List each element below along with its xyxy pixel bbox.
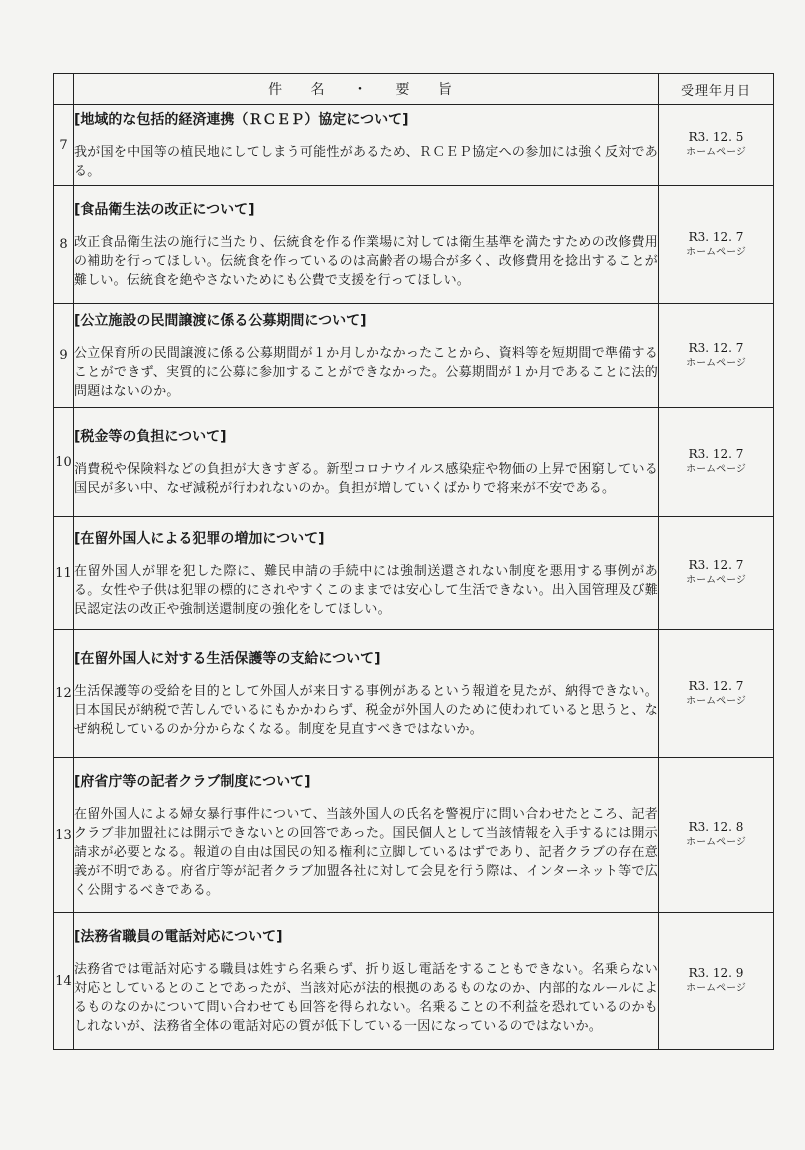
item-number: 13 bbox=[54, 758, 74, 913]
item-source: ホームページ bbox=[686, 464, 746, 475]
item-body bbox=[74, 408, 659, 517]
header-number-cell bbox=[54, 74, 74, 105]
item-title: [府省庁等の記者クラブ制度について] bbox=[74, 773, 311, 790]
item-date: R3. 12. 7 bbox=[688, 229, 744, 244]
item-text: 消費税や保険料などの負担が大きすぎる。新型コロナウイルス感染症や物価の上昇で困窮している国民が多い中、なぜ減税が行われないのか。負担が増していくばかりで将来が不安である。 bbox=[74, 462, 658, 496]
item-date-cell bbox=[659, 630, 774, 758]
item-title: [地域的な包括的経済連携（ＲＣＥＰ）協定について] bbox=[74, 112, 409, 128]
table-row bbox=[54, 913, 774, 1050]
item-date: R3. 12. 5 bbox=[688, 130, 744, 144]
item-title: [税金等の負担について] bbox=[74, 429, 227, 445]
item-date: R3. 12. 7 bbox=[688, 558, 744, 572]
item-date: R3. 12. 7 bbox=[688, 678, 744, 693]
item-date: R3. 12. 7 bbox=[688, 447, 744, 461]
item-body bbox=[74, 105, 659, 186]
item-title: [食品衛生法の改正について] bbox=[74, 202, 255, 218]
item-body bbox=[74, 630, 659, 758]
item-number: 8 bbox=[54, 186, 74, 304]
item-source: ホームページ bbox=[686, 983, 746, 994]
item-date-cell bbox=[659, 105, 774, 186]
item-date: R3. 12. 8 bbox=[688, 820, 744, 834]
item-text: 公立保育所の民間譲渡に係る公募期間が１か月しかなかったことから、資料等を短期間で準備することができず、実質的に公募に参加することができなかった。公募期間が１か月であることに法的問題はないのか。 bbox=[74, 346, 658, 399]
item-body bbox=[74, 517, 659, 630]
item-body bbox=[74, 758, 659, 913]
table-row bbox=[54, 186, 774, 304]
item-date: R3. 12. 7 bbox=[688, 340, 744, 355]
table-row bbox=[54, 517, 774, 630]
item-date-cell bbox=[659, 758, 774, 913]
item-title: [公立施設の民間譲渡に係る公募期間について] bbox=[74, 313, 367, 329]
item-body bbox=[74, 913, 659, 1050]
table-row bbox=[54, 304, 774, 408]
item-date: R3. 12. 9 bbox=[688, 966, 744, 980]
item-body bbox=[74, 186, 659, 304]
table-row bbox=[54, 105, 774, 186]
item-source: ホームページ bbox=[686, 147, 746, 158]
item-source: ホームページ bbox=[686, 575, 746, 586]
item-title: [在留外国人に対する生活保護等の支給について] bbox=[74, 651, 381, 667]
table-header-row bbox=[54, 74, 774, 105]
item-date-cell bbox=[659, 408, 774, 517]
header-date: 受理年月日 bbox=[659, 74, 774, 105]
item-number: 12 bbox=[54, 630, 74, 758]
item-number: 9 bbox=[54, 304, 74, 408]
item-body bbox=[74, 304, 659, 408]
item-title: [在留外国人による犯罪の増加について] bbox=[74, 530, 325, 547]
item-text: 在留外国人が罪を犯した際に、難民申請の手続中には強制送還されない制度を悪用する事例がある。女性や子供は犯罪の標的にされやすくこのままでは安心して生活できない。出入国管理及び難民認定法の改正や強制送還制度の強化をしてほしい。 bbox=[74, 563, 658, 617]
table-row bbox=[54, 630, 774, 758]
table-row bbox=[54, 758, 774, 913]
item-source: ホームページ bbox=[686, 357, 746, 369]
petition-table bbox=[53, 73, 774, 1050]
item-source: ホームページ bbox=[686, 837, 746, 848]
item-text: 法務省では電話対応する職員は姓すら名乗らず、折り返し電話をすることもできない。名乗らない対応としているとのことであったが、当該対応が法的根拠のあるものなのか、内部的なルールによるものなのかについて問い合わせても回答を得られない。名乗ることの不利益を恐れているのかもしれないが、法務省全体の電話対応の質が低下している一因になっているのではないか。 bbox=[74, 962, 658, 1034]
item-source: ホームページ bbox=[686, 246, 746, 258]
item-text: 在留外国人による婦女暴行事件について、当該外国人の氏名を警視庁に問い合わせたところ、記者クラブ非加盟社には開示できないとの回答であった。国民個人として当該情報を入手するには開示請求が必要となる。報道の自由は国民の知る権利に立脚しているはずであり、記者クラブの存在意義が不明である。府省庁等が記者クラブ加盟各社に対して会見を行う際は、インターネット等で広く公開するべきである。 bbox=[74, 806, 658, 898]
item-text: 改正食品衛生法の施行に当たり、伝統食を作る作業場に対しては衛生基準を満たすための改修費用の補助を行ってほしい。伝統食を作っているのは高齢者の場合が多く、改修費用を捻出することが難しい。伝統食を絶やさないためにも公費で支援を行ってほしい。 bbox=[74, 235, 658, 288]
item-number: 10 bbox=[54, 408, 74, 517]
item-date-cell bbox=[659, 186, 774, 304]
item-number: 7 bbox=[54, 105, 74, 186]
item-number: 14 bbox=[54, 913, 74, 1050]
item-text: 生活保護等の受給を目的として外国人が来日する事例があるという報道を見たが、納得できない。日本国民が納税で苦しんでいるにもかかわらず、税金が外国人のために使われていると思うと、なぜ納税しているのか分からなくなる。制度を見直すべきではないか。 bbox=[74, 684, 658, 737]
item-number: 11 bbox=[54, 517, 74, 630]
table-row bbox=[54, 408, 774, 517]
header-title: 件 名 ・ 要 旨 bbox=[74, 74, 659, 105]
item-date-cell bbox=[659, 913, 774, 1050]
item-date-cell bbox=[659, 304, 774, 408]
item-title: [法務省職員の電話対応について] bbox=[74, 929, 283, 945]
item-date-cell bbox=[659, 517, 774, 630]
item-source: ホームページ bbox=[686, 695, 746, 707]
item-text: 我が国を中国等の植民地にしてしまう可能性があるため、ＲＣＥＰ協定への参加には強く反対である。 bbox=[74, 145, 658, 179]
